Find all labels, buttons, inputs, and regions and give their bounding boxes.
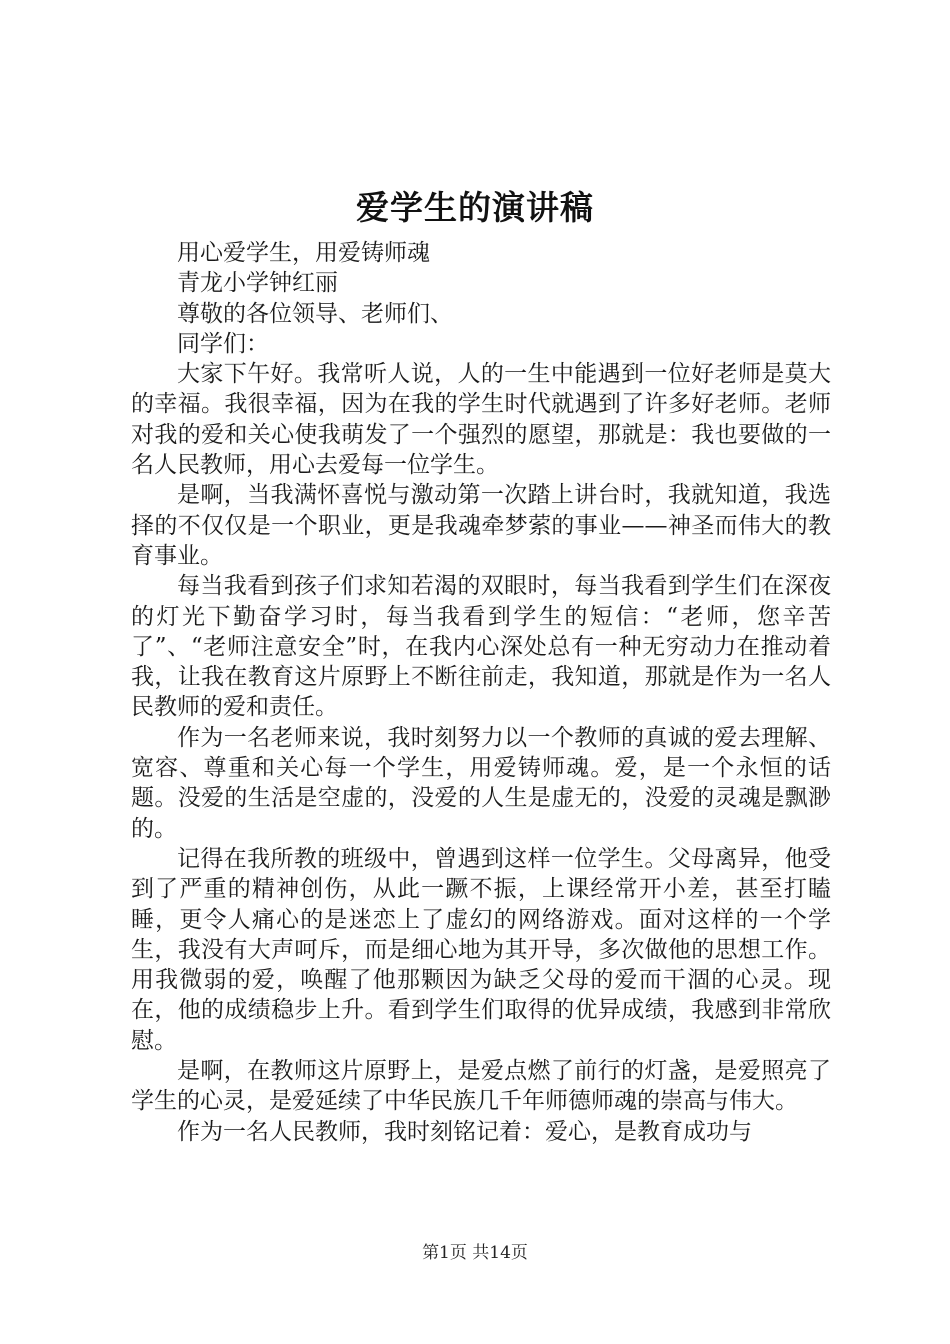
body-paragraph: 作为一名人民教师，我时刻铭记着：爱心，是教育成功与 (177, 1118, 752, 1145)
speech-subtitle: 用心爱学生，用爱铸师魂 (177, 240, 430, 266)
body-paragraph: 作为一名老师来说，我时刻努力以一个教师的真诚的爱去理解、宽容、尊重和关心每一个学生，用爱铸师魂。爱，是一个永恒的话题。没爱的生活是空虚的，没爱的人生是虚无的，没爱的灵魂是飘渺的。 (131, 724, 831, 842)
body-paragraph: 记得在我所教的班级中，曾遇到这样一位学生。父母离异，他受到了严重的精神创伤，从此一蹶不振，上课经常开小差，甚至打瞌睡，更令人痛心的是迷恋上了虚幻的网络游戏。面对这样的一个学生，我没有大声呵斥，而是细心地为其开导，多次做他的思想工作。用我微弱的爱，唤醒了他那颗因为缺乏父母的爱而干涸的心灵。现在，他的成绩稳步上升。看到学生们取得的优异成绩，我感到非常欣慰。 (131, 845, 831, 1054)
salutation-line: 尊敬的各位领导、老师们、 (177, 300, 453, 327)
page-number-footer: 第1页 共14页 (422, 1243, 528, 1263)
document-body (131, 238, 831, 1147)
document-title: 爱学生的演讲稿 (356, 188, 594, 227)
body-paragraph: 是啊，当我满怀喜悦与激动第一次踏上讲台时，我就知道，我选择的不仅仅是一个职业，更是我魂牵梦萦的事业——神圣而伟大的教育事业。 (131, 482, 831, 569)
body-paragraph: 大家下午好。我常听人说，人的一生中能遇到一位好老师是莫大的幸福。我很幸福，因为在我的学生时代就遇到了许多好老师。老师对我的爱和关心使我萌发了一个强烈的愿望，那就是：我也要做的一名人民教师，用心去爱每一位学生。 (131, 361, 831, 479)
body-paragraph: 每当我看到孩子们求知若渴的双眼时，每当我看到学生们在深夜的灯光下勤奋学习时，每当我看到学生的短信：“老师，您辛苦了”、“老师注意安全”时，在我内心深处总有一种无穷动力在推动着我，让我在教育这片原野上不断往前走，我知道，那就是作为一名人民教师的爱和责任。 (131, 573, 831, 721)
salutation-line: 同学们： (177, 330, 269, 357)
speaker-name: 青龙小学钟红丽 (177, 270, 338, 297)
body-paragraph: 是啊，在教师这片原野上，是爱点燃了前行的灯盏，是爱照亮了学生的心灵，是爱延续了中华民族几千年师德师魂的崇高与伟大。 (131, 1058, 831, 1115)
